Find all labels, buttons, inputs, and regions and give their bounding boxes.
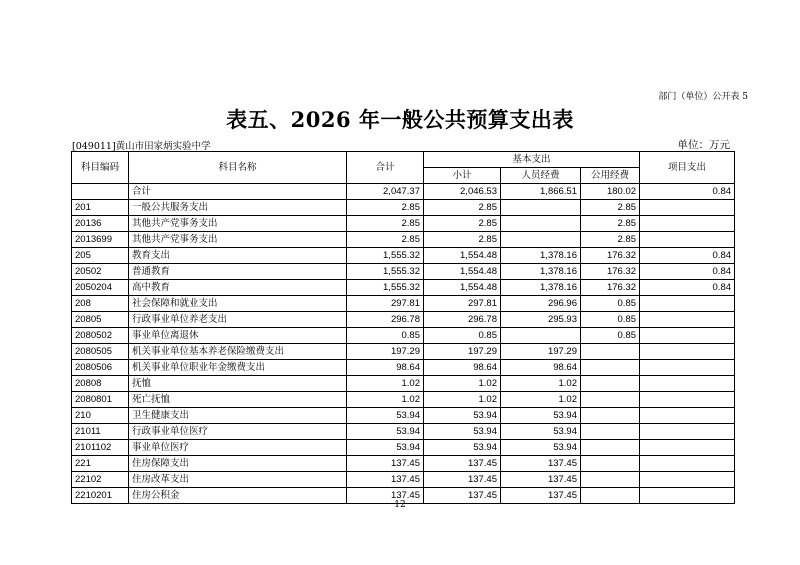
organization-name: [049011]黄山市田家炳实验中学 [72, 141, 211, 152]
table-row [72, 344, 735, 360]
unit-label: 单位：万元 [677, 139, 730, 151]
header-code: 科目编码 [72, 152, 129, 184]
subtotal-cell: 2.85 [424, 232, 501, 248]
project-cell: 0.84 [640, 248, 735, 264]
table-row [72, 216, 735, 232]
project-cell [640, 472, 735, 488]
subtotal-cell: 137.45 [424, 456, 501, 472]
project-cell [640, 344, 735, 360]
personnel-cell: 1,378.16 [501, 248, 581, 264]
table-row [72, 312, 735, 328]
total-cell: 297.81 [347, 296, 424, 312]
table-row [72, 392, 735, 408]
subtotal-cell: 98.64 [424, 360, 501, 376]
header-project: 项目支出 [640, 152, 735, 184]
personnel-cell: 1,378.16 [501, 280, 581, 296]
page-title: 表五、2026 年一般公共预算支出表 [226, 107, 574, 132]
header-total: 合计 [347, 152, 424, 184]
table-row [72, 296, 735, 312]
personnel-cell: 1.02 [501, 376, 581, 392]
project-cell [640, 232, 735, 248]
personnel-cell: 197.29 [501, 344, 581, 360]
total-cell: 1,555.32 [347, 248, 424, 264]
personnel-cell: 1.02 [501, 392, 581, 408]
project-cell [640, 456, 735, 472]
public-cell: 0.85 [581, 328, 640, 344]
subtotal-cell: 1,554.48 [424, 280, 501, 296]
table-row [72, 264, 735, 280]
subtotal-cell: 296.78 [424, 312, 501, 328]
total-cell: 53.94 [347, 408, 424, 424]
name-cell: 机关事业单位职业年金缴费支出 [129, 360, 347, 376]
code-cell: 2101102 [72, 440, 129, 456]
project-cell: 0.84 [640, 184, 735, 200]
public-cell [581, 344, 640, 360]
project-cell [640, 328, 735, 344]
subtotal-cell: 137.45 [424, 472, 501, 488]
personnel-cell: 1,866.51 [501, 184, 581, 200]
subtotal-cell: 1.02 [424, 392, 501, 408]
subtotal-cell: 297.81 [424, 296, 501, 312]
table-row [72, 280, 735, 296]
name-cell: 住房改革支出 [129, 472, 347, 488]
total-cell: 53.94 [347, 424, 424, 440]
public-cell [581, 424, 640, 440]
public-cell: 2.85 [581, 216, 640, 232]
table-row [72, 248, 735, 264]
name-cell: 事业单位离退休 [129, 328, 347, 344]
name-cell: 普通教育 [129, 264, 347, 280]
total-cell: 137.45 [347, 488, 424, 504]
table-row [72, 408, 735, 424]
table-row [72, 424, 735, 440]
total-cell: 1.02 [347, 392, 424, 408]
subtotal-cell: 53.94 [424, 408, 501, 424]
code-cell: 2080502 [72, 328, 129, 344]
code-cell: 20502 [72, 264, 129, 280]
code-cell: 20805 [72, 312, 129, 328]
project-cell [640, 312, 735, 328]
total-cell: 137.45 [347, 472, 424, 488]
personnel-cell: 295.93 [501, 312, 581, 328]
project-cell [640, 424, 735, 440]
table-row [72, 360, 735, 376]
total-cell: 98.64 [347, 360, 424, 376]
table-row [72, 184, 735, 200]
code-cell: 210 [72, 408, 129, 424]
code-cell: 21011 [72, 424, 129, 440]
name-cell: 住房保障支出 [129, 456, 347, 472]
page-number: 12 [394, 500, 406, 510]
public-cell: 176.32 [581, 248, 640, 264]
total-cell: 2.85 [347, 232, 424, 248]
personnel-cell: 137.45 [501, 456, 581, 472]
project-cell [640, 392, 735, 408]
subtotal-cell: 197.29 [424, 344, 501, 360]
name-cell: 卫生健康支出 [129, 408, 347, 424]
personnel-cell: 1,378.16 [501, 264, 581, 280]
code-cell: 221 [72, 456, 129, 472]
header-personnel: 人员经费 [501, 168, 581, 184]
name-cell: 一般公共服务支出 [129, 200, 347, 216]
public-cell: 2.85 [581, 200, 640, 216]
subtotal-cell: 1.02 [424, 376, 501, 392]
header-subtotal: 小计 [424, 168, 501, 184]
public-cell: 2.85 [581, 232, 640, 248]
header-name: 科目名称 [129, 152, 347, 184]
header-public: 公用经费 [581, 168, 640, 184]
public-cell: 180.02 [581, 184, 640, 200]
personnel-cell: 296.96 [501, 296, 581, 312]
total-cell: 137.45 [347, 456, 424, 472]
personnel-cell [501, 216, 581, 232]
subtotal-cell: 53.94 [424, 424, 501, 440]
name-cell: 抚恤 [129, 376, 347, 392]
public-cell [581, 392, 640, 408]
table-row [72, 440, 735, 456]
personnel-cell [501, 328, 581, 344]
total-cell: 197.29 [347, 344, 424, 360]
project-cell [640, 376, 735, 392]
budget-table [71, 151, 735, 504]
total-cell: 1,555.32 [347, 280, 424, 296]
code-cell: 20136 [72, 216, 129, 232]
subtotal-cell: 137.45 [424, 488, 501, 504]
public-cell [581, 376, 640, 392]
name-cell: 死亡抚恤 [129, 392, 347, 408]
total-cell: 0.85 [347, 328, 424, 344]
public-cell: 176.32 [581, 280, 640, 296]
personnel-cell: 53.94 [501, 408, 581, 424]
table-row [72, 376, 735, 392]
public-cell [581, 408, 640, 424]
personnel-cell [501, 200, 581, 216]
header-basic: 基本支出 [424, 152, 640, 168]
subtotal-cell: 0.85 [424, 328, 501, 344]
subtotal-cell: 2.85 [424, 216, 501, 232]
code-cell: 2080801 [72, 392, 129, 408]
project-cell [640, 360, 735, 376]
public-cell: 0.85 [581, 296, 640, 312]
table-row [72, 232, 735, 248]
personnel-cell: 53.94 [501, 424, 581, 440]
name-cell: 教育支出 [129, 248, 347, 264]
subtotal-cell: 1,554.48 [424, 264, 501, 280]
project-cell [640, 200, 735, 216]
page-note: 部门（单位）公开表 5 [658, 92, 748, 102]
total-cell: 2,047.37 [347, 184, 424, 200]
name-cell: 高中教育 [129, 280, 347, 296]
public-cell [581, 472, 640, 488]
code-cell: 201 [72, 200, 129, 216]
personnel-cell: 137.45 [501, 472, 581, 488]
total-cell: 296.78 [347, 312, 424, 328]
name-cell: 行政事业单位医疗 [129, 424, 347, 440]
personnel-cell: 98.64 [501, 360, 581, 376]
project-cell [640, 440, 735, 456]
total-cell: 1,555.32 [347, 264, 424, 280]
total-cell: 2.85 [347, 216, 424, 232]
name-cell: 行政事业单位养老支出 [129, 312, 347, 328]
name-cell: 机关事业单位基本养老保险缴费支出 [129, 344, 347, 360]
project-cell [640, 296, 735, 312]
code-cell: 2210201 [72, 488, 129, 504]
total-cell: 53.94 [347, 440, 424, 456]
code-cell [72, 184, 129, 200]
code-cell: 20808 [72, 376, 129, 392]
total-cell: 2.85 [347, 200, 424, 216]
table-body [72, 184, 735, 504]
public-cell: 176.32 [581, 264, 640, 280]
public-cell: 0.85 [581, 312, 640, 328]
code-cell: 22102 [72, 472, 129, 488]
code-cell: 2080506 [72, 360, 129, 376]
table-row [72, 472, 735, 488]
name-cell: 其他共产党事务支出 [129, 232, 347, 248]
public-cell [581, 440, 640, 456]
project-cell [640, 408, 735, 424]
table-row [72, 200, 735, 216]
name-cell: 事业单位医疗 [129, 440, 347, 456]
name-cell: 住房公积金 [129, 488, 347, 504]
personnel-cell [501, 232, 581, 248]
code-cell: 2050204 [72, 280, 129, 296]
subtotal-cell: 2.85 [424, 200, 501, 216]
name-cell: 社会保障和就业支出 [129, 296, 347, 312]
name-cell: 合计 [129, 184, 347, 200]
table-row [72, 328, 735, 344]
code-cell: 208 [72, 296, 129, 312]
subtotal-cell: 53.94 [424, 440, 501, 456]
code-cell: 2080505 [72, 344, 129, 360]
subtotal-cell: 2,046.53 [424, 184, 501, 200]
total-cell: 1.02 [347, 376, 424, 392]
subtotal-cell: 1,554.48 [424, 248, 501, 264]
project-cell: 0.84 [640, 280, 735, 296]
public-cell [581, 456, 640, 472]
name-cell: 其他共产党事务支出 [129, 216, 347, 232]
table-row [72, 456, 735, 472]
code-cell: 205 [72, 248, 129, 264]
personnel-cell: 137.45 [501, 488, 581, 504]
public-cell [581, 360, 640, 376]
project-cell [640, 216, 735, 232]
personnel-cell: 53.94 [501, 440, 581, 456]
code-cell: 2013699 [72, 232, 129, 248]
project-cell: 0.84 [640, 264, 735, 280]
